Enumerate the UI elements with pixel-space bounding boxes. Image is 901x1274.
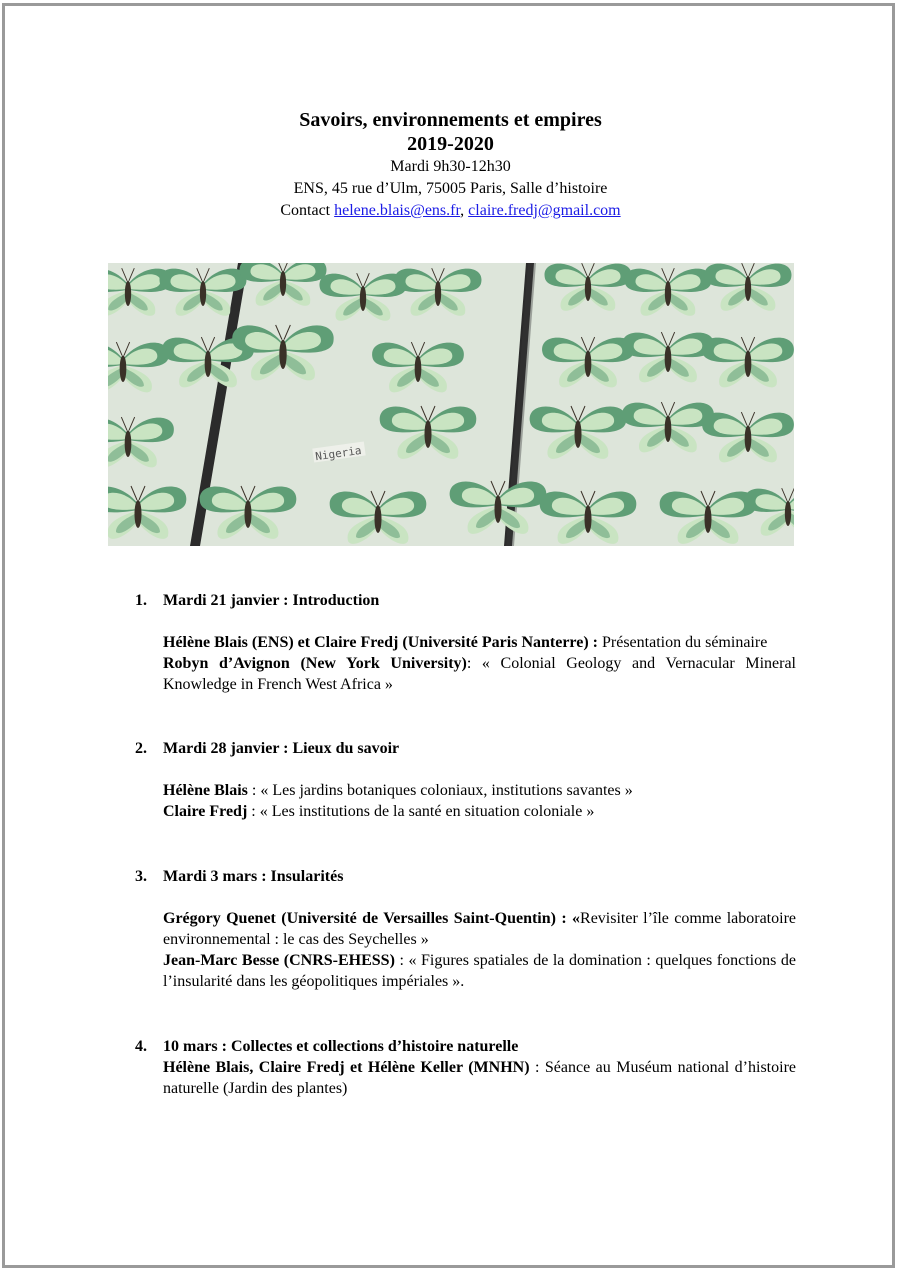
session-title: Mardi 28 janvier : Lieux du savoir — [163, 740, 400, 757]
session-title: Mardi 21 janvier : Introduction — [163, 592, 380, 609]
contact-line — [0, 200, 901, 222]
talk-text: : « Figures spatiales de la domination : quelques fonctions de l’insularité dans les géopolitiques impériales ». — [163, 952, 796, 990]
speaker: Hélène Blais, Claire Fredj et Hélène Keller (MNHN) — [163, 1059, 530, 1076]
butterfly-collection-illustration — [108, 263, 794, 546]
session-1 — [135, 590, 796, 695]
session-location: ENS, 45 rue d’Ulm, 75005 Paris, Salle d’histoire — [293, 180, 608, 197]
session-time: Mardi 9h30-12h30 — [390, 158, 511, 175]
talk-text: : Séance au Muséum national d’histoire naturelle (Jardin des plantes) — [163, 1059, 796, 1097]
talk-text: : « Les jardins botaniques coloniaux, institutions savantes » — [247, 782, 633, 799]
speaker: Jean-Marc Besse (CNRS-EHESS) — [163, 952, 395, 969]
speaker: Hélène Blais (ENS) et Claire Fredj (Université Paris Nanterre) : — [163, 634, 598, 651]
speaker: Claire Fredj — [163, 803, 248, 820]
specimen-label: Nigeria — [314, 443, 363, 464]
session-number: 2. — [135, 740, 147, 757]
talk-text: Revisiter l’île comme laboratoire environnemental : le cas des Seychelles » — [163, 910, 797, 948]
session-4 — [135, 1036, 796, 1099]
document-years: 2019-2020 — [407, 133, 494, 155]
talk-text: : « Colonial Geology and Vernacular Mineral Knowledge in French West Africa » — [163, 655, 796, 693]
contact-separator: , — [460, 202, 469, 219]
session-entry — [163, 1057, 796, 1099]
session-title: 10 mars : Collectes et collections d’histoire naturelle — [163, 1038, 519, 1055]
session-entry — [163, 950, 796, 992]
document-title: Savoirs, environnements et empires — [299, 109, 602, 131]
talk-text: : « Les institutions de la santé en situation coloniale » — [247, 803, 595, 820]
talk-text: Présentation du séminaire — [598, 634, 768, 651]
contact-label: Contact — [280, 202, 335, 219]
session-entry — [163, 801, 796, 822]
session-entry — [163, 653, 796, 695]
session-title: Mardi 3 mars : Insularités — [163, 868, 344, 885]
document-header — [0, 108, 901, 222]
speaker: Hélène Blais — [163, 782, 248, 799]
session-entry — [163, 908, 796, 950]
session-3 — [135, 866, 797, 992]
session-number: 1. — [135, 592, 147, 609]
email-link-blais[interactable]: helene.blais@ens.fr — [334, 202, 461, 219]
session-entry — [163, 632, 796, 653]
session-2 — [135, 738, 796, 822]
email-link-fredj[interactable]: claire.fredj@gmail.com — [468, 202, 621, 219]
butterfly-collection-photo — [108, 263, 794, 546]
session-number: 4. — [135, 1038, 147, 1055]
speaker: Robyn d’Avignon (New York University) — [163, 655, 467, 672]
session-number: 3. — [135, 868, 147, 885]
speaker: Grégory Quenet (Université de Versailles Saint-Quentin) : « — [163, 910, 581, 927]
session-entry — [163, 780, 796, 801]
